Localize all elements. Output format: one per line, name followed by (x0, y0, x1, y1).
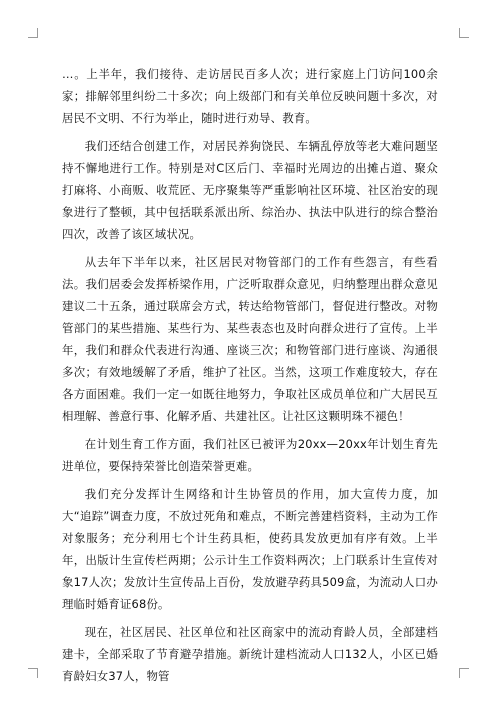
document-body (62, 63, 438, 693)
paragraph-6: 现在，社区居民、社区单位和社区商家中的流动育龄人员，全部建档建卡，全部采取了节育避孕措施。新统计建档流动人口132人，小区已婚育龄妇女37人，物管 (62, 625, 438, 683)
crop-mark-bottom-left (28, 668, 38, 678)
paragraph-2: 我们还结合创建工作，对居民养狗饶民、车辆乱停放等老大难问题坚持不懈地进行工作。特别是对C区后门、幸福时光周边的出摊占道、聚众打麻将、小商贩、收荒匠、无序聚集等严重影响社区环境、社区治安的现象进行了整顿，其中包括联系派出所、综治办、执法中队进行的综合整治四次，改善了该区域状况。 (62, 139, 438, 241)
paragraph-3: 从去年下半年以来，社区居民对物管部门的工作有些怨言，有些看法。我们居委会发挥桥梁作用，广泛听取群众意见，归纳整理出群众意见建议二十五条，通过联席会方式，转达给物管部门，督促进行整改。对物管部门的某些措施、某些行为、某些表态也及时向群众进行了宣传。上半年，我们和群众代表进行沟通、座谈三次；和物管部门进行座谈、沟通很多次；有效地缓解了矛盾，维护了社区。当然，这项工作难度较大，存在各方面困难。我们一定一如既往地努力，争取社区成员单位和广大居民互相理解、善意行事、化解矛盾、共建社区。让社区这颗明珠不褪色！ (62, 255, 438, 423)
paragraph-5: 我们充分发挥计生网络和计生协管员的作用，加大宣传力度，加大“追踪”调查力度，不放过死角和难点，不断完善建档资料，主动为工作对象服务；充分利用七个计生药具柜，使药具发放更加有序有效。上半年，出版计生宣传栏两期；公示计生工作资料两次；上门联系计生宣传对象17人次；发放计生宣传品上百份，发放避孕药具509盒，为流动人口办理临时婚育证68份。 (62, 487, 438, 611)
crop-mark-top-right (459, 28, 469, 38)
paragraph-4: 在计划生育工作方面，我们社区已被评为20xx—20xx年计划生育先进单位，要保持荣誉比创造荣誉更难。 (62, 437, 438, 473)
paragraph-1: …。上半年，我们接待、走访居民百多人次；进行家庭上门访问100余家；排解邻里纠纷二十多次；向上级部门和有关单位反映问题十多次，对居民不文明、不行为举止，随时进行劝导、教育。 (62, 67, 438, 125)
crop-mark-top-left (28, 28, 38, 38)
crop-mark-bottom-right (459, 668, 469, 678)
